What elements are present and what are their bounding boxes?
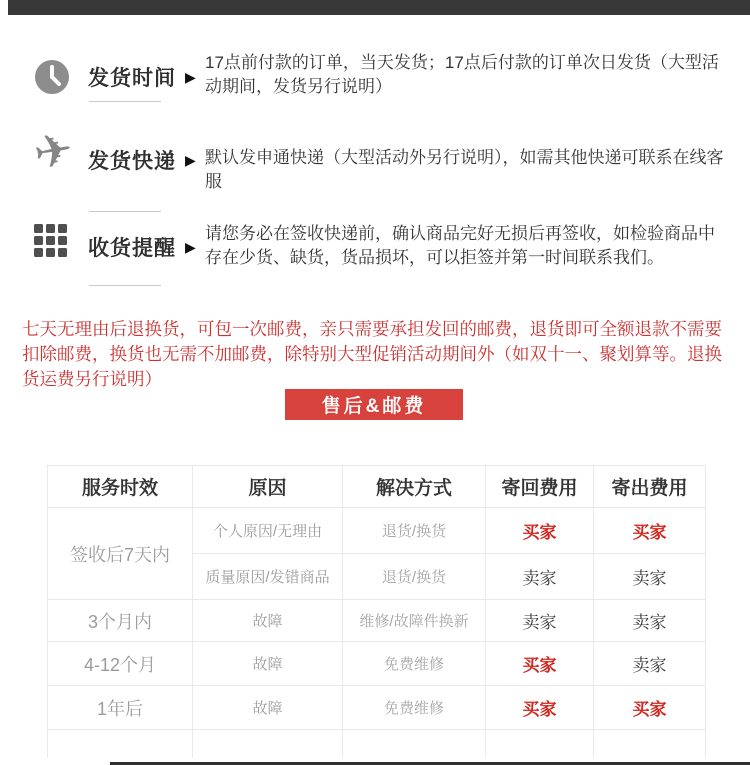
cell-reason: 个人原因/无理由 [193,508,343,554]
cell-send-fee: 买家 [594,686,706,730]
table-header-row [48,466,706,508]
cell-timeframe: 签收后7天内 [48,508,193,600]
table-row [48,686,706,730]
grid-icon [34,224,67,257]
header-send-fee: 寄出费用 [594,466,706,508]
cell-return-fee: 买家 [486,508,594,554]
after-sale-banner: 售后&邮费 [285,389,463,420]
section-text-shipping-time: 17点前付款的订单，当天发货；17点后付款的订单次日发货（大型活动期间，发货另行说明） [205,53,719,96]
section-label: 发货快递 [88,150,176,173]
cell-solution: 退货/换货 [343,554,486,600]
cell-solution: 退货/换货 [343,508,486,554]
cell-reason: 质量原因/发错商品 [193,554,343,600]
section-label: 收货提醒 [88,237,176,260]
cell-solution: 免费维修 [343,686,486,730]
header-solution: 解决方式 [343,466,486,508]
cell-timeframe: 4-12个月 [48,642,193,686]
clock-icon [34,59,70,95]
section-head-shipping-time [88,62,196,92]
cell-timeframe: 1年后 [48,686,193,730]
cell-return-fee: 卖家 [486,600,594,642]
cell-send-fee: 卖家 [594,642,706,686]
cell-send-fee: 买家 [594,508,706,554]
table-row [48,642,706,686]
cell-reason: 故障 [193,642,343,686]
cell-timeframe: 3个月内 [48,600,193,642]
cell-send-fee: 卖家 [594,600,706,642]
section-text-courier: 默认发申通快递（大型活动外另行说明），如需其他快递可联系在线客服 [205,148,724,191]
section-text-receiving: 请您务必在签收快递前，确认商品完好无损后再签收，如检验商品中存在少货、缺货，货品损坏，可以拒签并第一时间联系我们。 [205,224,715,267]
table-row-partial [48,730,706,759]
cell-return-fee: 买家 [486,686,594,730]
header-reason: 原因 [193,466,343,508]
section-divider [89,285,161,286]
section-head-receiving [88,232,196,262]
section-head-courier [88,145,196,175]
cell-send-fee: 卖家 [594,554,706,600]
section-divider [89,211,161,212]
header-service-period: 服务时效 [48,466,193,508]
cell-return-fee: 卖家 [486,554,594,600]
cell-solution: 免费维修 [343,642,486,686]
cell-solution: 维修/故障件换新 [343,600,486,642]
airplane-icon: ✈ [29,122,77,180]
table-row [48,508,706,554]
top-divider-bar [8,0,750,15]
return-policy-note: 七天无理由后退换货，可包一次邮费，亲只需要承担发回的邮费，退货即可全额退款不需要扣除邮费，换货也无需不加邮费，除特别大型促销活动期间外（如双十一、聚划算等。退换货运费另行说明） [22,319,722,389]
cell-return-fee: 买家 [486,642,594,686]
after-sale-service-table [47,465,706,758]
cell-reason: 故障 [193,600,343,642]
section-divider [89,101,161,102]
arrow-right-icon: ▶ [185,69,196,85]
cell-reason: 故障 [193,686,343,730]
section-label: 发货时间 [88,67,176,90]
arrow-right-icon: ▶ [185,152,196,168]
header-return-fee: 寄回费用 [486,466,594,508]
table-row [48,600,706,642]
arrow-right-icon: ▶ [185,239,196,255]
